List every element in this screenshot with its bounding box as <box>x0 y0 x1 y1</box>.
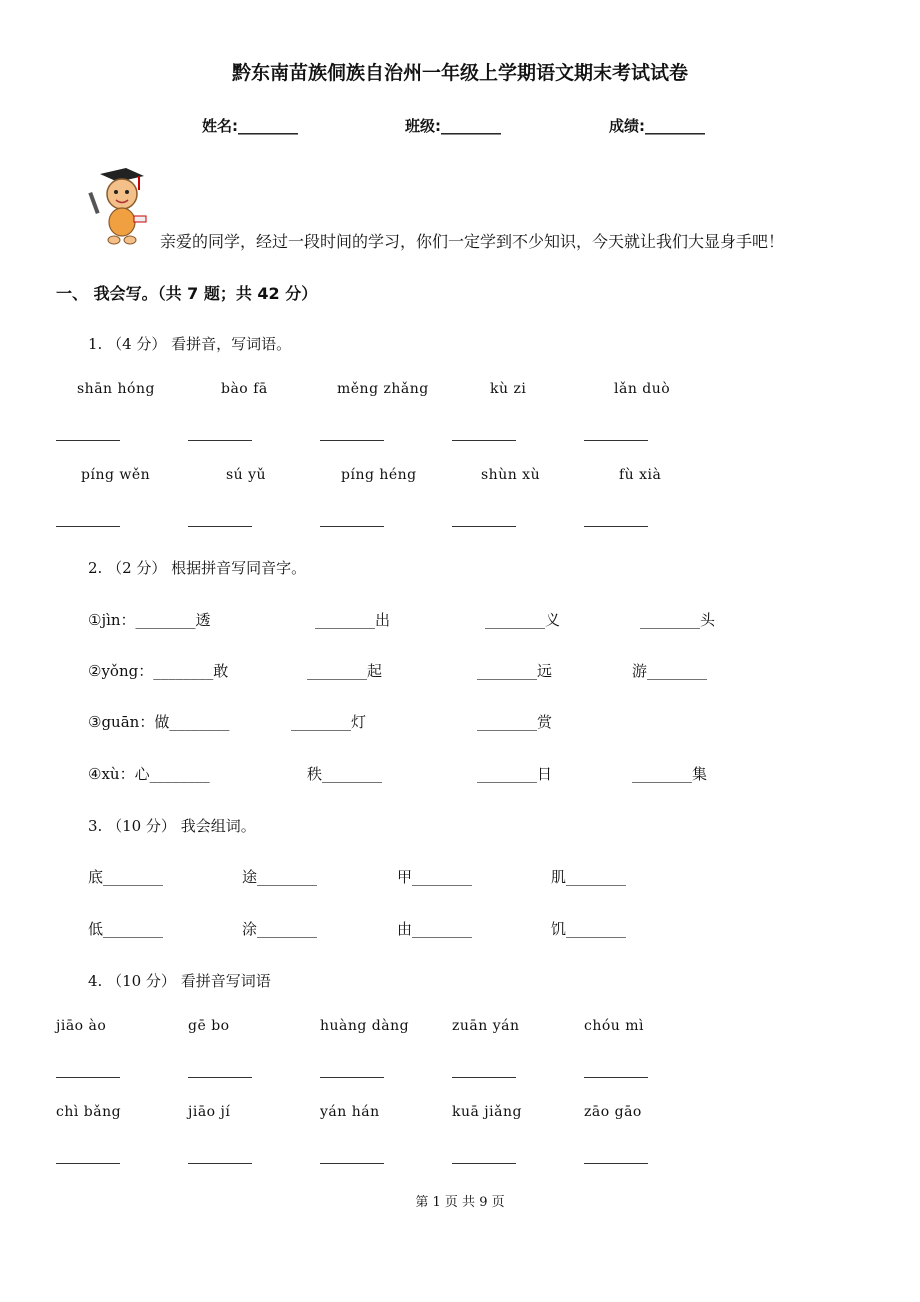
q1-pinyin: kù zi <box>490 381 527 397</box>
q3-item[interactable]: 由________ <box>397 920 473 938</box>
answer-blank[interactable] <box>584 1077 648 1078</box>
question-2-title: 2. （2 分） 根据拼音写同音字。 <box>88 559 307 577</box>
section-1-heading: 一、 我会写。（共 7 题；共 42 分） <box>56 284 318 303</box>
answer-blank[interactable] <box>188 440 252 441</box>
question-1-title: 1. （4 分） 看拼音，写词语。 <box>88 335 292 353</box>
answer-blank[interactable] <box>452 1077 516 1078</box>
q4-pinyin: yán hán <box>320 1104 380 1120</box>
answer-blank[interactable] <box>584 526 648 527</box>
q2-item[interactable]: ________灯 <box>291 713 367 731</box>
answer-blank[interactable] <box>320 1077 384 1078</box>
q1-pinyin: měng zhǎng <box>337 381 429 397</box>
page-title: 黔东南苗族侗族自治州一年级上学期语文期末考试试卷 <box>231 62 688 84</box>
q2-item[interactable]: ________赏 <box>477 713 553 731</box>
answer-blank[interactable] <box>320 440 384 441</box>
q3-item[interactable]: 途________ <box>242 868 318 886</box>
mascot-graduate-icon <box>86 164 150 248</box>
answer-blank[interactable] <box>56 1163 120 1164</box>
q2-item[interactable]: 秩________ <box>307 765 383 783</box>
q3-item[interactable]: 涂________ <box>242 920 318 938</box>
q4-pinyin: chì bǎng <box>56 1104 122 1120</box>
q4-pinyin: jiāo jí <box>188 1104 231 1120</box>
q2-item[interactable]: ________远 <box>477 662 553 680</box>
answer-blank[interactable] <box>56 440 120 441</box>
answer-blank[interactable] <box>452 1163 516 1164</box>
q1-pinyin: shān hóng <box>77 381 155 397</box>
answer-blank[interactable] <box>188 526 252 527</box>
answer-blank[interactable] <box>584 1163 648 1164</box>
q1-pinyin: bào fā <box>221 381 268 397</box>
q4-pinyin: gē bo <box>188 1018 230 1034</box>
answer-blank[interactable] <box>188 1077 252 1078</box>
q4-pinyin: chóu mì <box>584 1018 645 1034</box>
q4-pinyin: huàng dàng <box>320 1018 410 1034</box>
q4-pinyin: jiāo ào <box>56 1018 107 1034</box>
q3-item[interactable]: 甲________ <box>397 868 473 886</box>
answer-blank[interactable] <box>452 526 516 527</box>
answer-blank[interactable] <box>188 1163 252 1164</box>
answer-blank[interactable] <box>320 1163 384 1164</box>
q3-item[interactable]: 肌________ <box>551 868 627 886</box>
q2-item[interactable]: 游________ <box>632 662 708 680</box>
question-3-title: 3. （10 分） 我会组词。 <box>88 817 256 835</box>
q1-pinyin: shùn xù <box>481 467 541 483</box>
q1-pinyin: lǎn duò <box>614 381 671 397</box>
q1-pinyin: píng wěn <box>81 467 151 483</box>
q2-item[interactable]: ________头 <box>640 611 716 629</box>
q1-pinyin: píng héng <box>341 467 417 483</box>
answer-blank[interactable] <box>56 1077 120 1078</box>
q4-pinyin: zāo gāo <box>584 1104 642 1120</box>
q3-item[interactable]: 低________ <box>88 920 164 938</box>
q2-item[interactable]: ________日 <box>477 765 553 783</box>
answer-blank[interactable] <box>452 440 516 441</box>
q3-item[interactable]: 底________ <box>88 868 164 886</box>
q2-item[interactable]: ________起 <box>307 662 383 680</box>
answer-blank[interactable] <box>56 526 120 527</box>
q3-item[interactable]: 饥________ <box>551 920 627 938</box>
q2-item[interactable]: ②yǒng：________敢 <box>88 662 229 680</box>
answer-blank[interactable] <box>320 526 384 527</box>
q4-pinyin: zuān yán <box>452 1018 520 1034</box>
q1-pinyin: sú yǔ <box>226 467 267 483</box>
q2-item[interactable]: ________出 <box>315 611 391 629</box>
q1-pinyin: fù xià <box>619 467 662 483</box>
class-field[interactable]: 班级:________ <box>405 117 501 135</box>
q4-pinyin: kuā jiǎng <box>452 1104 522 1120</box>
q2-item[interactable]: ③guān：做________ <box>88 713 230 731</box>
page-footer: 第 1 页 共 9 页 <box>415 1195 505 1210</box>
score-field[interactable]: 成绩:________ <box>609 117 705 135</box>
answer-blank[interactable] <box>584 440 648 441</box>
q2-item[interactable]: ________义 <box>485 611 561 629</box>
q2-item[interactable]: ________集 <box>632 765 708 783</box>
q2-item[interactable]: ①jìn：________透 <box>88 611 211 629</box>
q2-item[interactable]: ④xù：心________ <box>88 765 210 783</box>
question-4-title: 4. （10 分） 看拼音写词语 <box>88 972 271 990</box>
name-field[interactable]: 姓名:________ <box>202 117 298 135</box>
greeting-text: 亲爱的同学，经过一段时间的学习，你们一定学到不少知识，今天就让我们大显身手吧！ <box>160 232 785 251</box>
